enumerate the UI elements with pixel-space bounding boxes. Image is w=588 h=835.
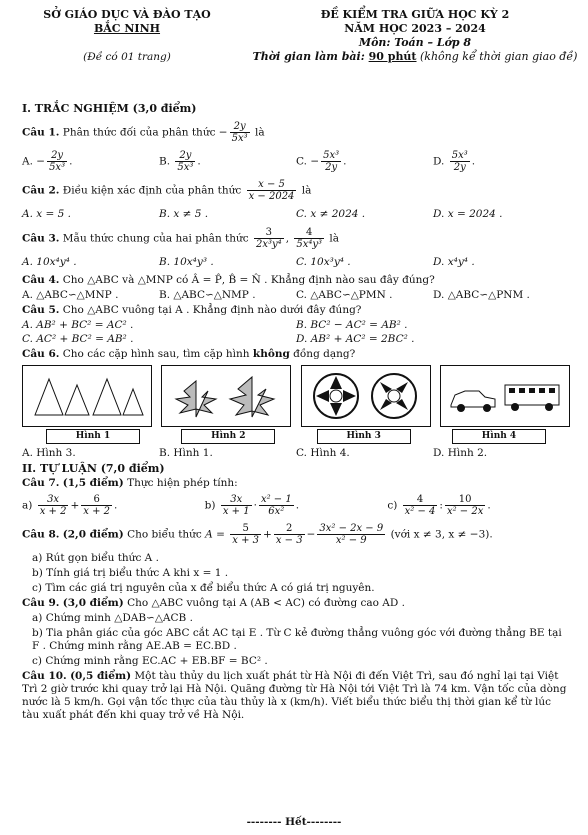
question-4: Câu 4. Cho △ABC và △MNP có Â = P̂, B̂ = N̂ . Khẳng định nào sau đây đúng? — [22, 274, 435, 286]
time-label: Thời gian làm bài: — [252, 50, 365, 63]
section-heading: II. TỰ LUẬN (7,0 điểm) — [22, 462, 165, 475]
figure-4-vehicles — [440, 365, 570, 427]
answer-options: A. 10x⁴y⁴ . B. 10x⁴y³ . C. 10x³y⁴ . D. x⁴y⁴ . — [22, 256, 475, 268]
figure-1-label: Hình 1 — [46, 429, 140, 444]
time-value: 90 phút — [368, 50, 417, 63]
subject: Môn: Toán – Lớp 8 — [358, 36, 472, 49]
question-7: Câu 7. (1,5 điểm) Thực hiện phép tính: — [22, 477, 238, 489]
question-5: Câu 5. Cho △ABC vuông tại A . Khẳng định nào dưới đây đúng? — [22, 304, 362, 316]
question-7-parts: a) $\frac{3x}{x + 2}$ + $\frac{6}{x + 2}$ . b) $\frac{3x}{x + 1}$ · $\frac{\text{x² − 1}}{\text{6x²}}$ . c) $\frac{4}{\text{x² − 4}}$ : $\frac{10}{\text{x² − 2x}}$ . — [22, 494, 491, 517]
figure-4-label: Hình 4 — [452, 429, 546, 444]
pages-note: (Đề có 01 trang) — [83, 51, 171, 63]
question-10: Câu 10. (0,5 điểm) Một tàu thủy du lịch xuất phát từ Hà Nội đi đến Việt Trì, sau đó nghỉ lại tại Việt Trì 2 giờ trước khi quay trở lại Hà Nội. Quãng đường từ Hà Nội tới Việt Trì là 74 km. Vận tốc của dòng nước là 5 km/h. Gọi vận tốc thực của tàu thủy là x (km/h). Viết biểu thức biểu thị thời gian kể từ lúc tàu xuất phát đến khi quay trở về Hà Nội. — [22, 670, 567, 721]
header-left — [22, 8, 232, 64]
question-1: Câu 1. Phân thức đối của phân thức − $\frac{2y}{\text{5x³}}$ là — [22, 121, 265, 144]
province-name: BẮC NINH — [93, 22, 161, 35]
answer-options: A. x = 5 . B. x ≠ 5 . C. x ≠ 2024 . D. x = 2024 . — [22, 208, 503, 220]
answer-options: A. − $\frac{2y}{\text{5x³}}$ . B. $\frac{2y}{\text{5x³}}$ . C. − $\frac{\text{5x³}}{2y}$ . D. $\frac{\text{5x³}}{2y}$ . — [22, 150, 476, 173]
exam-title: ĐỀ KIỂM TRA GIỮA HỌC KỲ 2 — [320, 8, 510, 21]
question-8: Câu 8. (2,0 điểm) Cho biểu thức A = $\frac{5}{x + 3}$ + $\frac{2}{x - 3}$ − $\frac{\text{3x² − 2x − 9}}{\text{x² − 9}}$ (với x ≠ 3, x ≠ −3). — [22, 523, 493, 546]
answer-options: A. △ABC∽△MNP . B. △ABC∽△NMP . C. △ABC∽△PMN . D. △ABC∽△PNM . — [22, 289, 530, 301]
figure-1-triangles — [22, 365, 152, 427]
answer-options: C. AC² + BC² = AB² . D. AB² + AC² = 2BC² . — [22, 333, 415, 345]
figure-row — [22, 365, 570, 427]
figure-labels — [22, 429, 570, 444]
header-right — [250, 8, 580, 64]
answer-options: A. Hình 3. B. Hình 1. C. Hình 4. D. Hình 2. — [22, 447, 488, 459]
school-year: NĂM HỌC 2023 – 2024 — [344, 22, 486, 35]
fraction: $\frac{2y}{\text{5x³}}$ — [231, 121, 248, 144]
figure-3-label: Hình 3 — [317, 429, 411, 444]
question-6: Câu 6. Cho các cặp hình sau, tìm cặp hình không đồng dạng? — [22, 348, 356, 360]
section-heading: I. TRẮC NGHIỆM (3,0 điểm) — [22, 102, 197, 115]
question-2: Câu 2. Điều kiện xác định của phân thức $\frac{x - 5}{x - 2024}$ là — [22, 179, 312, 202]
answer-options: A. AB² + BC² = AC² . B. BC² − AC² = AB² . — [22, 319, 408, 331]
figure-2-leaves — [161, 365, 291, 427]
figure-2-label: Hình 2 — [181, 429, 275, 444]
question-9: Câu 9. (3,0 điểm) Cho △ABC vuông tại A (AB < AC) có đường cao AD . — [22, 597, 405, 609]
exam-content: I. TRẮC NGHIỆM (3,0 điểm) Câu 1. Phân thức đối của phân thức − $\frac{2y}{\text{5x³}}$ là A. − $\frac{2y}{\text{5x³}}$ . B. $\frac{2y}{\text{5x³}}$ . C. − $\frac{\text{5x³}}{2y}$ . D. $\frac{\text{5x³}}{2y}$ . Câu 2. Điều kiện xác định của phân thức $\frac{x - 5}{x - 2024}$ là A. x = 5 . B. x ≠ 5 . C. x ≠ 2024 . D. x = 2024 . Câu 3. Mẫu thức chung của hai phân thức $\frac{3}{\text{2x³y⁴}}$ , $\frac{4}{\text{5x⁴y³}}$ là A. 10x⁴y⁴ . B. 10x⁴y³ . C. 10x³y⁴ . D. x⁴y⁴ . Câu 4. Cho △ABC và △MNP có Â = P̂, B̂ = N̂ . Khẳng định nào sau đây đúng? A. △ABC∽△MNP . B. △ABC∽△NMP . C. △ABC∽△PMN . D. △ABC∽△PNM . Câu 5. Cho △ABC vuông tại A . Khẳng định nào dưới đây đúng? A. AB² + BC² = AC² . B. BC² − AC² = AB² . C. AC² + BC² = AB² . D. AB² + AC² = 2BC² . Câu 6. Cho các cặp hình sau, tìm cặp hình không đồng dạng? Hình 1 Hình 2 Hình 3 Hình 4 A. Hình 3. B. Hình 1. C. Hình 4. D. Hình 2. II. TỰ LUẬN (7,0 điểm) Câu 7. (1,5 điểm) Thực hiện phép tính: a) $\frac{3x}{x + 2}$ + $\frac{6}{x + 2}$ . b) $\frac{3x}{x + 1}$ · $\frac{\text{x² − 1}}{\text{6x²}}$ . c) $\frac{4}{\text{x² − 4}}$ : $\frac{10}{\text{x² − 2x}}$ . Câu 8. (2,0 điểm) Cho biểu thức A = $\frac{5}{x + 3}$ + $\frac{2}{x - 3}$ − $\frac{\text{3x² − 2x − 9}}{\text{x² − 9}}$ (với x ≠ 3, x ≠ −3). a) Rút gọn biểu thức A . b) Tính giá trị biểu thức A khi x = 1 . c) Tìm các giá trị nguyên của x để biểu thức A có giá trị nguyên. Câu 9. (3,0 điểm) Cho △ABC vuông tại A (AB < AC) có đường cao AD . a) Chứng minh △DAB∽△ACB . b) Tia phân giác của góc ABC cắt AC tại E . Từ C kẻ đường thẳng vuông góc với đường thẳng BE tại F . Chứng minh rằng AE.AB = EC.BD . c) Chứng minh rằng EC.AC + EB.BF = BC² . Câu 10. (0,5 điểm) Một tàu thủy du lịch xuất phát từ Hà Nội đi đến Việt Trì, sau đó nghỉ lại tại Việt Trì 2 giờ trước khi quay trở lại Hà Nội. Quãng đường từ Hà Nội tới Việt Trì là 74 km. Vận tốc của dòng nước là 5 km/h. Gọi vận tốc thực của tàu thủy là x (km/h). Viết biểu thức biểu thị thời gian kể từ lúc tàu xuất phát đến khi quay trở về Hà Nội. — [22, 102, 570, 724]
end-marker: -------- Hết-------- — [246, 816, 342, 828]
department-name: SỞ GIÁO DỤC VÀ ĐÀO TẠO — [43, 8, 211, 21]
question-3: Câu 3. Mẫu thức chung của hai phân thức $\frac{3}{\text{2x³y⁴}}$ , $\frac{4}{\text{5x⁴y³}}$ là — [22, 227, 340, 250]
time-note: (không kể thời gian giao đề) — [420, 50, 578, 63]
figure-3-circles — [301, 365, 431, 427]
